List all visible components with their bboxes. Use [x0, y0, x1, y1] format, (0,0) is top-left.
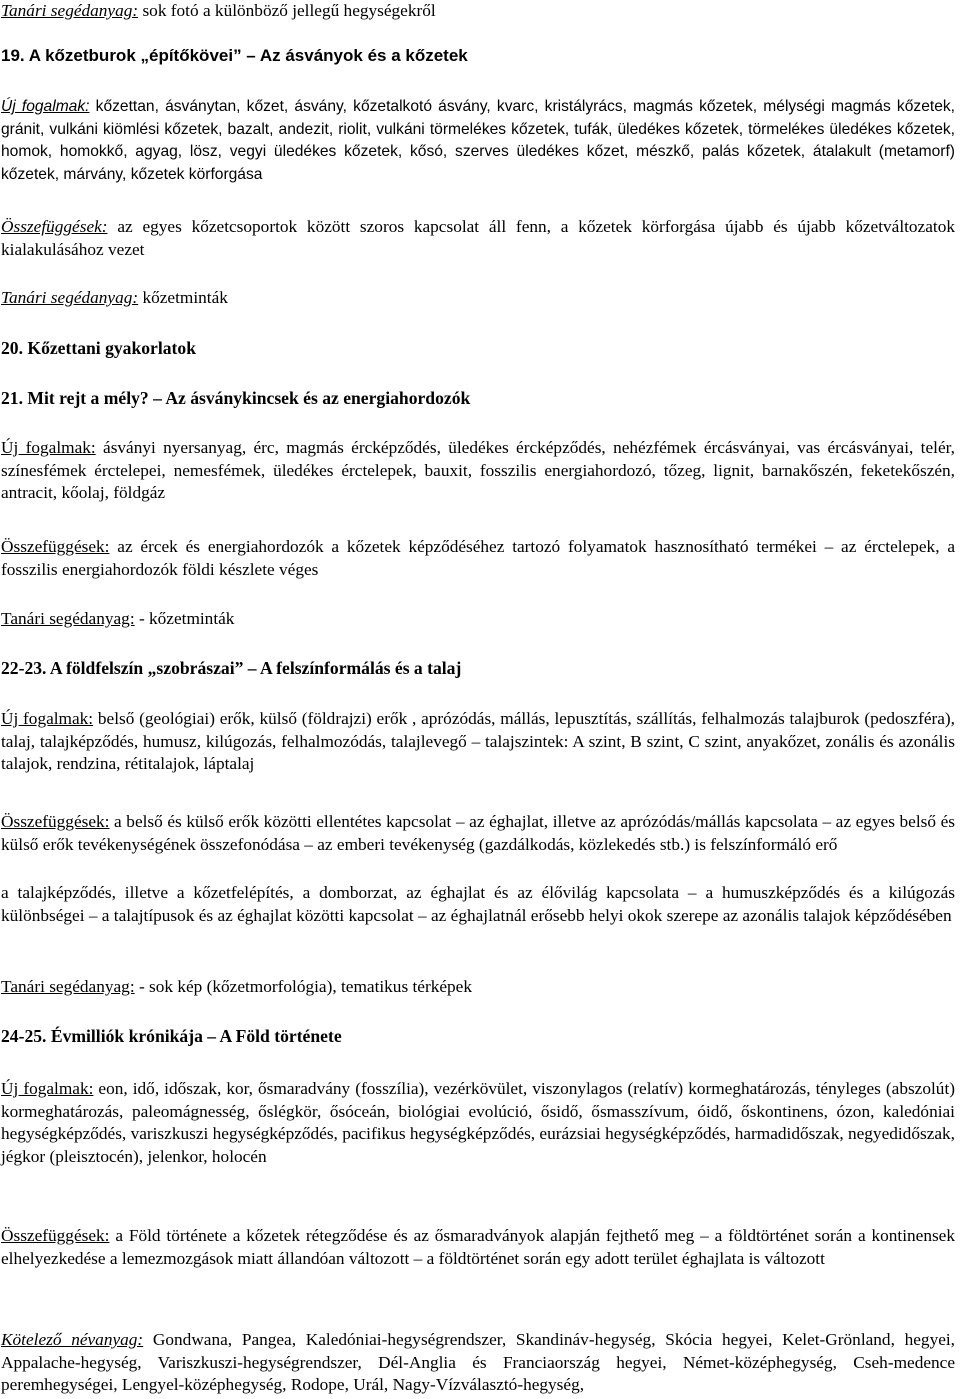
connections-label: Összefüggések:	[1, 537, 110, 556]
section-24-heading: 24-25. Évmilliók krónikája – A Föld története	[1, 1026, 342, 1046]
section-24-mandatory-names	[1, 1329, 955, 1397]
connections-label: Összefüggések:	[1, 217, 108, 236]
section-19-new-concepts	[1, 96, 955, 186]
section-20-heading: 20. Kőzettani gyakorlatok	[1, 338, 196, 358]
new-concepts-label: Új fogalmak:	[1, 1079, 94, 1098]
connections-label: Összefüggések:	[1, 1226, 110, 1245]
new-concepts-text: ásványi nyersanyag, érc, magmás ércképződés, üledékes ércképződés, nehézfémek ércásványai, vas ércásványai, telér, színesfémek érctelepei, nemesfémek, üledékes érctelepek, bauxit, fosszilis energiahordozó, tőzeg, lignit, barnakőszén, feketekőszén, antracit, kőolaj, földgáz	[1, 438, 955, 502]
connections-text: az ércek és energiahordozók a kőzetek képződéséhez tartozó folyamatok hasznosítható termékei – az érctelepek, a fosszilis energiahordozók földi készlete véges	[1, 537, 955, 579]
teacher-material-label: Tanári segédanyag:	[1, 288, 139, 307]
teacher-material-label: Tanári segédanyag:	[1, 609, 135, 628]
section-24-connections	[1, 1225, 955, 1270]
mandatory-names-text: Gondwana, Pangea, Kaledóniai-hegységrendszer, Skandináv-hegység, Skócia hegyei, Kelet-Grönland, hegyei, Appalache-hegység, Variszkuszi-hegységrendszer, Dél-Anglia és Franciaország hegyei, Német-középhegység, Cseh-medence peremhegységei, Lengyel-középhegység, Rodope, Urál, Nagy-Vízválasztó-hegység,	[1, 1330, 956, 1394]
section-21-connections	[1, 536, 955, 581]
section-21-teacher-material	[1, 608, 955, 631]
new-concepts-text: eon, idő, időszak, kor, ősmaradvány (fosszília), vezérkövület, viszonylagos (relatív) kormeghatározás, tényleges (abszolút) kormeghatározás, paleomágnesség, őslégkör, ősóceán, biológiai evolúció, ősidő, ősmasszívum, óidő, őskontinens, ózon, kaledóniai hegységképződés, variszkuszi hegységképződés, pacifikus hegységképződés, eurázsiai hegységképződés, harmadidőszak, negyedidőszak, jégkor (pleisztocén), jelenkor, holocén	[1, 1079, 955, 1166]
connections-text: a belső és külső erők közötti ellentétes kapcsolat – az éghajlat, illetve az aprózódás/mállás kapcsolata – az egyes belső és külső erők tevékenységének összefonódása – az emberi tevékenység (gazdálkodás, közlekedés stb.) is felszínformáló erő	[1, 812, 955, 854]
section-22-teacher-material	[1, 976, 955, 999]
section-22-new-concepts	[1, 708, 955, 776]
teacher-material-label: Tanári segédanyag:	[1, 1, 139, 20]
connections-text: a Föld története a kőzetek rétegződése és az ősmaradványok alapján fejthető meg – a földtörténet során a kontinensek elhelyezkedése a lemezmozgások miatt állandóan változott – a földtörténet során egy adott terület éghajlata is változott	[1, 1226, 955, 1268]
new-concepts-label: Új fogalmak:	[1, 438, 96, 457]
section-19-teacher-material	[1, 287, 955, 310]
top-teacher-material	[1, 0, 955, 23]
teacher-material-text: sok fotó a különböző jellegű hegységekről	[138, 1, 436, 20]
connections-text: az egyes kőzetcsoportok között szoros kapcsolat áll fenn, a kőzetek körforgása újabb és újabb kőzetváltozatok kialakulásához vezet	[1, 217, 955, 259]
connections-label: Összefüggések:	[1, 812, 110, 831]
teacher-material-label: Tanári segédanyag:	[1, 977, 135, 996]
section-21-new-concepts	[1, 437, 955, 505]
section-24-new-concepts	[1, 1078, 955, 1168]
section-22-heading: 22-23. A földfelszín „szobrászai” – A felszínformálás és a talaj	[1, 658, 462, 678]
section-21-heading: 21. Mit rejt a mély? – Az ásványkincsek és az energiahordozók	[1, 388, 471, 408]
new-concepts-text: kőzettan, ásványtan, kőzet, ásvány, kőzetalkotó ásvány, kvarc, kristályrács, magmás kőzetek, mélységi magmás kőzetek, gránit, vulkáni kiömlési kőzetek, bazalt, andezit, riolit, vulkáni törmelékes kőzetek, tufák, üledékes kőzetek, törmelékes üledékes kőzetek, homok, homokkő, agyag, lösz, vegyi üledékes kőzetek, kősó, szerves üledékes kőzet, mészkő, palás kőzetek, átalakult (metamorf) kőzetek, márvány, kőzetek körforgása	[1, 98, 955, 183]
teacher-material-text: - kőzetminták	[134, 609, 235, 628]
section-22-connections-continued: a talajképződés, illetve a kőzetfelépítés, a domborzat, az éghajlat és az élővilág kapcsolata – a humuszképződés és a kilúgozás különbségei – a talajtípusok és az éghajlat közötti kapcsolat – az éghajlatnál erősebb helyi okok szerepe az azonális talajok képződésében	[1, 883, 955, 925]
teacher-material-text: kőzetminták	[138, 288, 228, 307]
new-concepts-label: Új fogalmak:	[1, 709, 94, 728]
section-19-connections	[1, 216, 955, 261]
mandatory-names-label: Kötelező névanyag:	[1, 1330, 144, 1349]
teacher-material-text: - sok kép (kőzetmorfológia), tematikus térképek	[134, 977, 472, 996]
new-concepts-text: belső (geológiai) erők, külső (földrajzi) erők , aprózódás, mállás, lepusztítás, szállítás, felhalmozás talajburok (pedoszféra), talaj, talajképződés, humusz, kilúgozás, felhalmozódás, talajlevegő – talajszintek: A szint, B szint, C szint, anyakőzet, zonális és azonális talajok, rendzina, rétitalajok, láptalaj	[1, 709, 955, 773]
section-22-connections	[1, 811, 955, 856]
section-19-heading: 19. A kőzetburok „építőkövei” – Az ásványok és a kőzetek	[1, 46, 468, 65]
new-concepts-label: Új fogalmak:	[1, 98, 90, 115]
